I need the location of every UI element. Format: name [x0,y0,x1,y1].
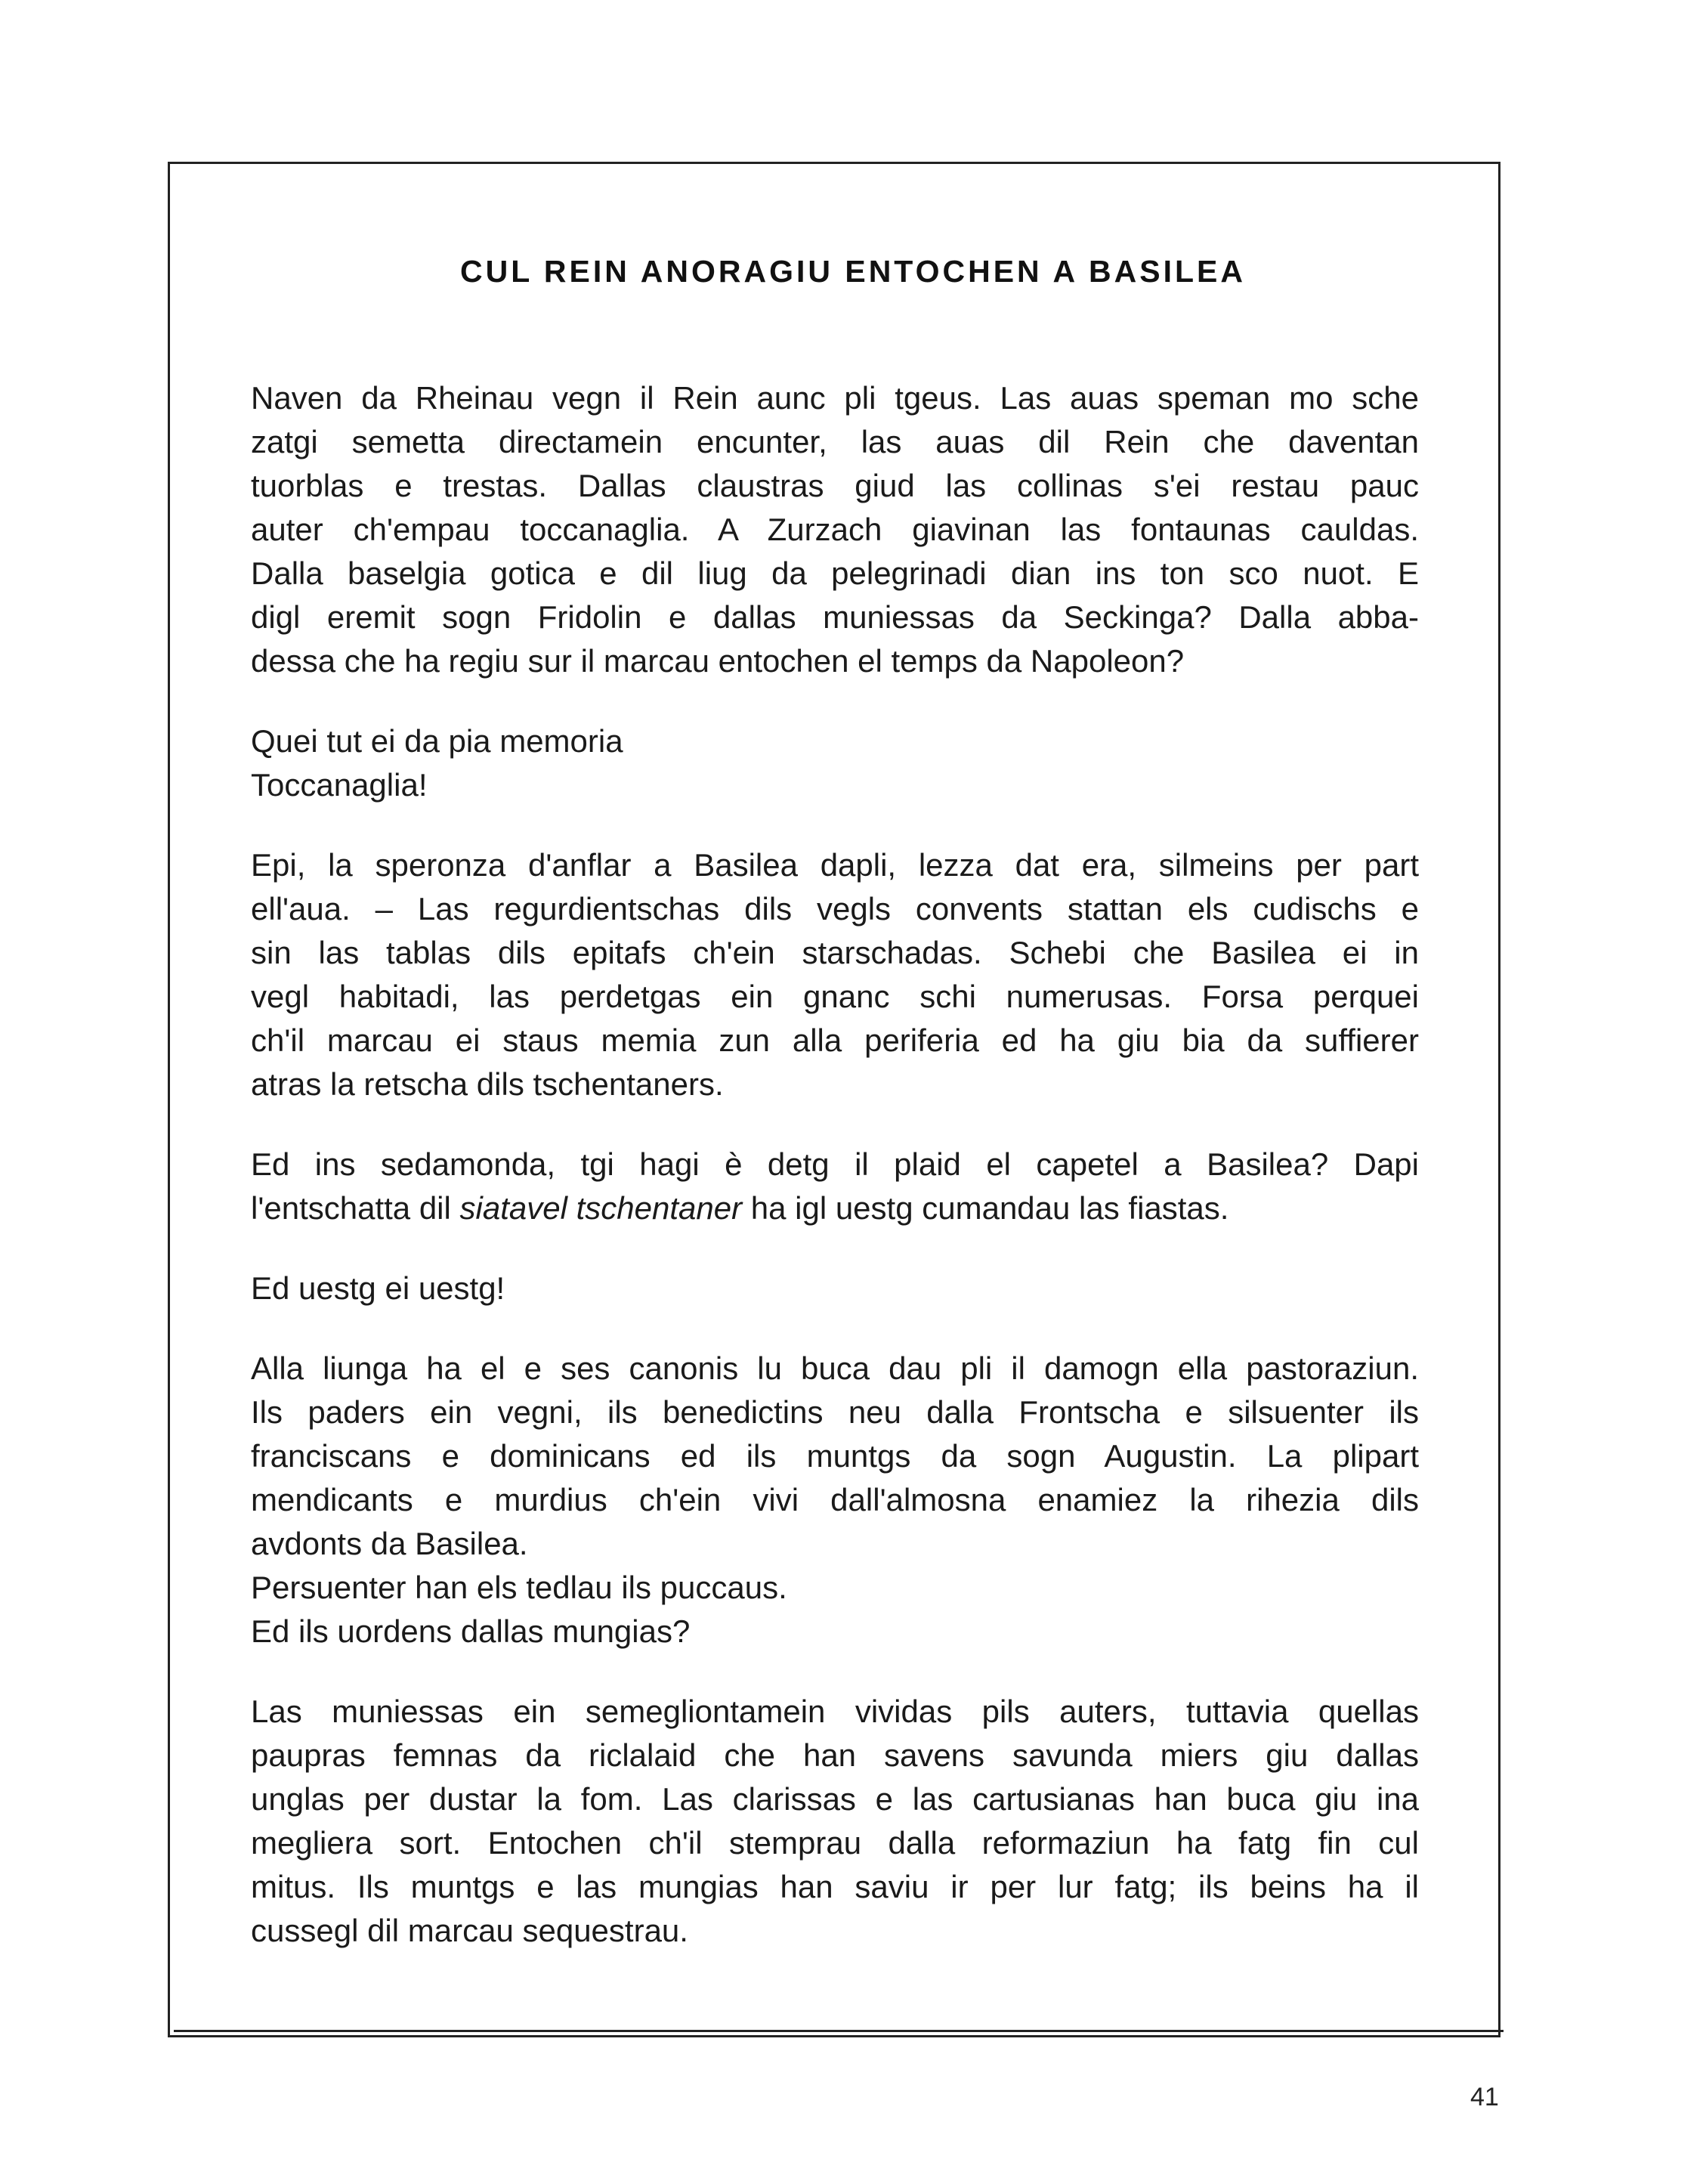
text-line: Dalla baselgia gotica e dil liug da pelegrinadi dian ins ton sco nuot. E [251,555,1419,591]
text-segment: ha igl uestg cumandau las fiastas. [742,1190,1229,1226]
text-line: Persuenter han els tedlau ils puccaus. [251,1570,787,1605]
paragraph [251,719,1419,807]
text-line: ell'aua. – Las regurdientschas dils vegls convents stattan els cudischs e [251,891,1419,926]
paragraph [251,843,1419,1106]
text-line: franciscans e dominicans ed ils muntgs da sogn Augustin. La plipart [251,1438,1419,1474]
text-line: auter ch'empau toccanaglia. A Zurzach giavinan las fontaunas cauldas. [251,512,1419,547]
paragraph [251,1267,1419,1310]
text-line: mitus. Ils muntgs e las mungias han saviu ir per lur fatg; ils beins ha il [251,1869,1419,1904]
italic-phrase: siatavel tschentaner [459,1190,743,1226]
text-line: megliera sort. Entochen ch'il stemprau dalla reformaziun ha fatg fin cul [251,1825,1419,1861]
text-line: zatgi semetta directamein encunter, las auas dil Rein che daventan [251,424,1419,459]
body-text [251,376,1419,1989]
page-number: 41 [1470,2083,1499,2111]
text-line: Ils paders ein vegni, ils benedictins neu dalla Frontscha e silsuenter ils [251,1394,1419,1430]
text-line: Naven da Rheinau vegn il Rein aunc pli tgeus. Las auas speman mo sche [251,380,1419,416]
text-line: Toccanaglia! [251,767,428,803]
text-line: Epi, la speronza d'anflar a Basilea dapli, lezza dat era, silmeins per part [251,847,1419,883]
text-line: Ed ins sedamonda, tgi hagi è detg il plaid el capetel a Basilea? Dapi [251,1146,1419,1182]
text-line: paupras femnas da riclalaid che han savens savunda miers giu dallas [251,1737,1419,1773]
text-line: Las muniessas ein semegliontamein vividas pils auters, tuttavia quellas [251,1694,1419,1729]
text-line: mendicants e murdius ch'ein vivi dall'almosna enamiez la rihezia dils [251,1482,1419,1517]
text-line: cussegl dil marcau sequestrau. [251,1913,688,1948]
text-line: digl eremit sogn Fridolin e dallas muniessas da Seckinga? Dalla abba- [251,599,1419,635]
text-line: avdonts da Basilea. [251,1526,528,1561]
text-line: sin las tablas dils epitafs ch'ein starschadas. Schebi che Basilea ei in [251,935,1419,970]
text-segment: l'entschatta dil [251,1190,460,1226]
text-line: dessa che ha regiu sur il marcau entochen el temps da Napoleon? [251,643,1185,679]
paragraph [251,1143,1419,1230]
text-line: unglas per dustar la fom. Las clarissas e las cartusianas han buca giu ina [251,1781,1419,1817]
text-line: tuorblas e trestas. Dallas claustras giud las collinas s'ei restau pauc [251,468,1419,503]
frame-bottom-rule [174,2030,1504,2032]
text-line: vegl habitadi, las perdetgas ein gnanc schi numerusas. Forsa perquei [251,979,1419,1014]
chapter-title: CUL REIN ANORAGIU ENTOCHEN A BASILEA [460,254,1246,289]
text-line: Ed ils uordens dallas mungias? [251,1613,691,1649]
text-line: atras la retscha dils tschentaners. [251,1066,724,1102]
text-line: ch'il marcau ei staus memia zun alla periferia ed ha giu bia da suffierer [251,1022,1419,1058]
paragraph [251,376,1419,683]
text-line: Ed uestg ei uestg! [251,1270,505,1306]
text-line: Alla liunga ha el e ses canonis lu buca dau pli il damogn ella pastoraziun. [251,1350,1419,1386]
text-line: Quei tut ei da pia memoria [251,723,623,759]
paragraph [251,1347,1419,1653]
text-line [251,1186,1419,1230]
paragraph [251,1690,1419,1953]
